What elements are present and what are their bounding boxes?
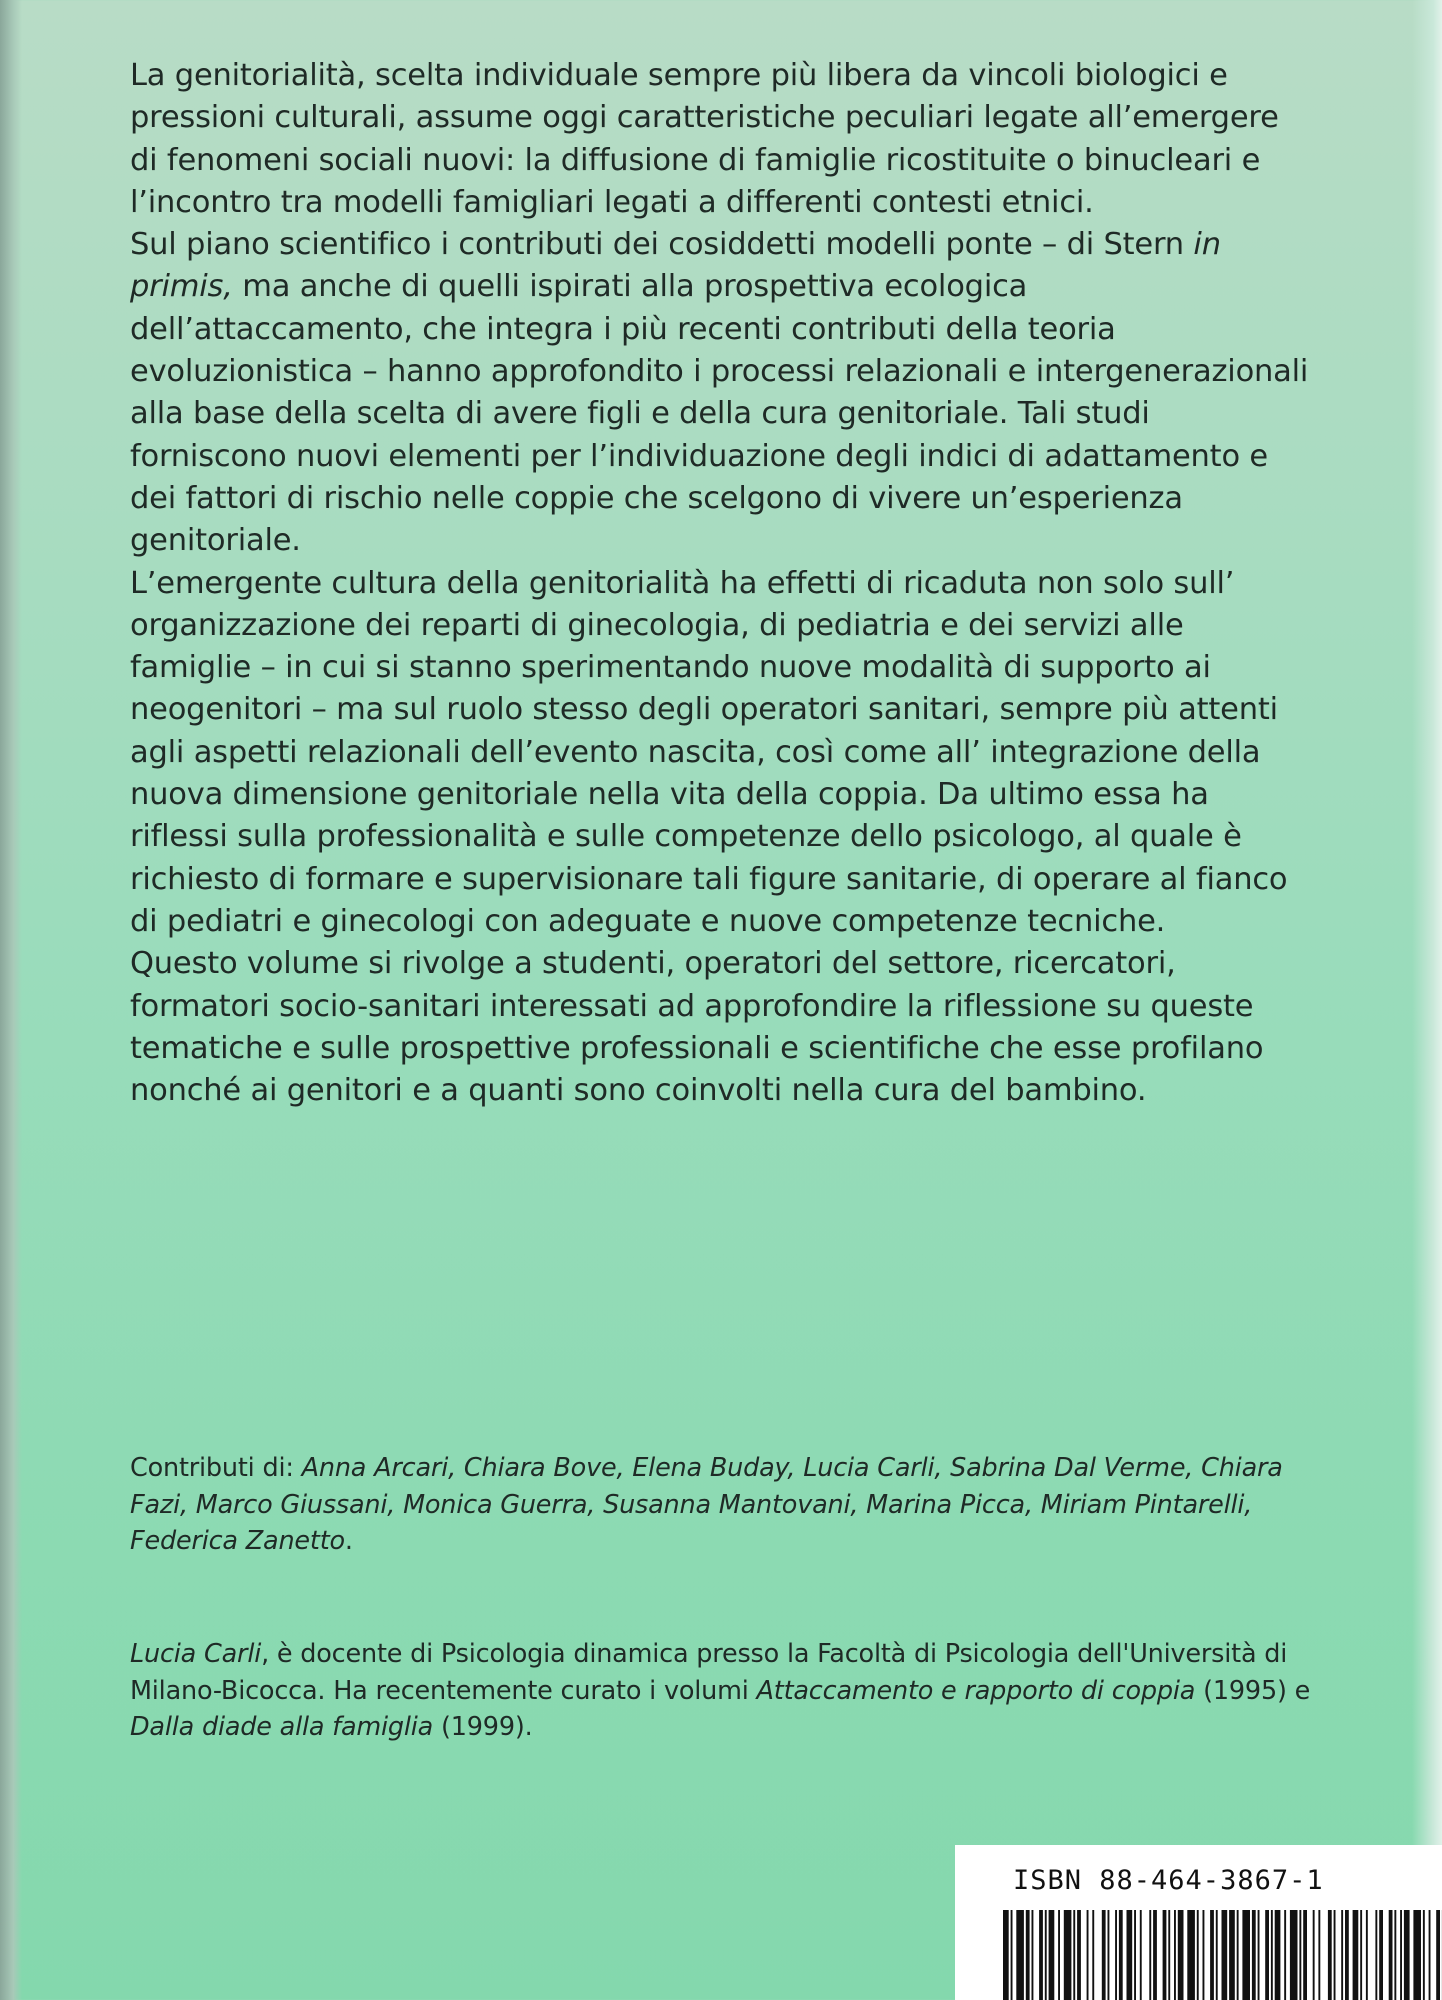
paragraph-4: Questo volume si rivolge a studenti, operatori del settore, ricercatori, formatori socio-sanitari interessati ad approfondire la riflessione su queste tematiche e sulle prospettive professionali e scientifiche che esse profilano nonché ai genitori e a quanti sono coinvolti nella cura del bambino.	[130, 946, 1264, 1109]
barcode-bar	[1284, 1910, 1286, 2000]
contributors-names: Anna Arcari, Chiara Bove, Elena Buday, Lucia Carli, Sabrina Dal Verme, Chiara Fazi, Marco Giussani, Monica Guerra, Susanna Mantovani, Marina Picca, Miriam Pintarelli, Federica Zanetto	[130, 1453, 1283, 1556]
barcode-bar	[1394, 1910, 1396, 2000]
barcode-bar	[1360, 1910, 1362, 2000]
barcode-bar	[1313, 1910, 1315, 2000]
barcode-bar	[1077, 1910, 1081, 2000]
bio-text-3: (1999).	[433, 1712, 533, 1742]
isbn-barcode-label	[955, 1845, 1442, 2000]
barcode-bar	[1290, 1910, 1298, 2000]
barcode-bar	[1064, 1910, 1072, 2000]
barcode-bar	[1400, 1910, 1402, 2000]
barcode-bar	[1187, 1910, 1195, 2000]
author-bio-text	[130, 1636, 1330, 1746]
barcode-bar	[1429, 1910, 1431, 2000]
barcode-bar	[1073, 1910, 1075, 2000]
barcode-bar	[1108, 1910, 1110, 2000]
barcode-bar	[1203, 1910, 1205, 2000]
cover-edge-highlight	[1412, 0, 1442, 2000]
contributors-end: .	[344, 1526, 353, 1556]
book-title-1: Attaccamento e rapporto di coppia	[756, 1675, 1196, 1706]
barcode-bar	[1178, 1910, 1184, 2000]
barcode	[1003, 1910, 1442, 2000]
barcode-bar	[1174, 1910, 1176, 2000]
barcode-bar	[1032, 1910, 1034, 2000]
contributors-label: Contributi di:	[130, 1453, 302, 1483]
blurb-text	[130, 55, 1310, 1112]
contributors-line	[130, 1450, 1330, 1560]
barcode-bar	[1026, 1910, 1030, 2000]
barcode-bar	[1271, 1910, 1273, 2000]
barcode-bar	[1413, 1910, 1421, 2000]
barcode-bar	[1087, 1910, 1089, 2000]
barcode-bar	[1163, 1910, 1167, 2000]
barcode-bar	[1345, 1910, 1349, 2000]
barcode-bar	[1265, 1910, 1269, 2000]
barcode-bar	[1102, 1910, 1106, 2000]
barcode-bar	[1134, 1910, 1136, 2000]
barcode-bar	[1389, 1910, 1393, 2000]
barcode-bar	[1375, 1910, 1377, 2000]
book-spine-shadow	[0, 0, 22, 2000]
barcode-bar	[1328, 1910, 1332, 2000]
barcode-bar	[1045, 1910, 1047, 2000]
barcode-bar	[1318, 1910, 1320, 2000]
barcode-bar	[1334, 1910, 1336, 2000]
barcode-bar	[1140, 1910, 1142, 2000]
barcode-bar	[1303, 1910, 1307, 2000]
barcode-bar	[1229, 1910, 1235, 2000]
paragraph-2-part-a: Sul piano scientifico i contributi dei cosiddetti modelli ponte – di Stern	[130, 227, 1194, 263]
barcode-bar	[1353, 1910, 1359, 2000]
barcode-bar	[1039, 1910, 1043, 2000]
barcode-bar	[1341, 1910, 1343, 2000]
barcode-bar	[1242, 1910, 1250, 2000]
barcode-bar	[1011, 1910, 1013, 2000]
barcode-bar	[1153, 1910, 1157, 2000]
barcode-bar	[1436, 1910, 1440, 2000]
bio-text-2: (1995) e	[1195, 1675, 1311, 1706]
author-bio	[130, 1636, 1330, 1746]
isbn-number: ISBN 88-464-3867-1	[1013, 1865, 1324, 1896]
barcode-bar	[1216, 1910, 1218, 2000]
barcode-bar	[1258, 1910, 1260, 2000]
barcode-bar	[1222, 1910, 1228, 2000]
barcode-bar	[1275, 1910, 1281, 2000]
barcode-bar	[1127, 1910, 1133, 2000]
barcode-bar	[1119, 1910, 1123, 2000]
paragraph-2	[130, 224, 1310, 562]
paragraph-1: La genitorialità, scelta individuale sempre più libera da vincoli biologici e pressioni culturali, assume oggi caratteristiche peculiari legate all’emergere di fenomeni sociali nuovi: la diffusione di famiglie ricostituite o binucleari e l’incontro tra modelli famigliari legati a differenti contesti etnici.	[130, 58, 1279, 220]
barcode-bar	[1423, 1910, 1425, 2000]
barcode-bar	[1379, 1910, 1383, 2000]
barcode-bar	[1016, 1910, 1024, 2000]
barcode-bar	[1149, 1910, 1151, 2000]
barcode-bar	[1404, 1910, 1410, 2000]
paragraph-2-italic: in primis,	[130, 227, 1221, 305]
barcode-bar	[1210, 1910, 1214, 2000]
barcode-bar	[1092, 1910, 1094, 2000]
barcode-bar	[1058, 1910, 1060, 2000]
barcode-bar	[1197, 1910, 1199, 2000]
barcode-bar	[1049, 1910, 1055, 2000]
contributors	[130, 1450, 1330, 1560]
paragraph-3: L’emergente cultura della genitorialità ha effetti di ricaduta non solo sull’ organizzazione dei reparti di ginecologia, di pediatria e dei servizi alle famiglie – in cui si stanno sperimentando nuove modalità di supporto ai neogenitori – ma sul ruolo stesso degli operatori sanitari, sempre più attenti agli aspetti relazionali dell’evento nascita, così come all’ integrazione della nuova dimensione genitoriale nella vita della coppia. Da ultimo essa ha riflessi sulla professionalità e sulle competenze dello psicologo, al quale è richiesto di formare e supervisionare tali figure sanitarie, di operare al fianco di pediatri e ginecologi con adeguate e nuove competenze tecniche.	[130, 565, 1288, 939]
barcode-bar	[1168, 1910, 1170, 2000]
barcode-bar	[1299, 1910, 1301, 2000]
author-name: Lucia Carli	[130, 1639, 262, 1669]
barcode-bar	[1252, 1910, 1256, 2000]
barcode-bar	[1366, 1910, 1368, 2000]
barcode-bar	[1003, 1910, 1009, 2000]
book-title-2: Dalla diade alla famiglia	[130, 1712, 434, 1742]
paragraph-2-part-c: ma anche di quelli ispirati alla prospettiva ecologica dell’attaccamento, che integra i più recenti contributi della teoria evoluzionistica – hanno approfondito i processi relazionali e intergenerazionali alla base della scelta di avere figli e della cura genitoriale. Tali studi forniscono nuovi elementi per l’individuazione degli indici di adattamento e dei fattori di rischio nelle coppie che scelgono di vivere un’esperienza genitoriale.	[130, 269, 1309, 559]
barcode-bar	[1237, 1910, 1239, 2000]
barcode-bar	[1115, 1910, 1117, 2000]
bio-text-1: , è docente di Psicologia dinamica presso la Facoltà di Psicologia dell'Università di Milano-Bicocca. Ha recentemente curato i volumi	[130, 1639, 1288, 1706]
